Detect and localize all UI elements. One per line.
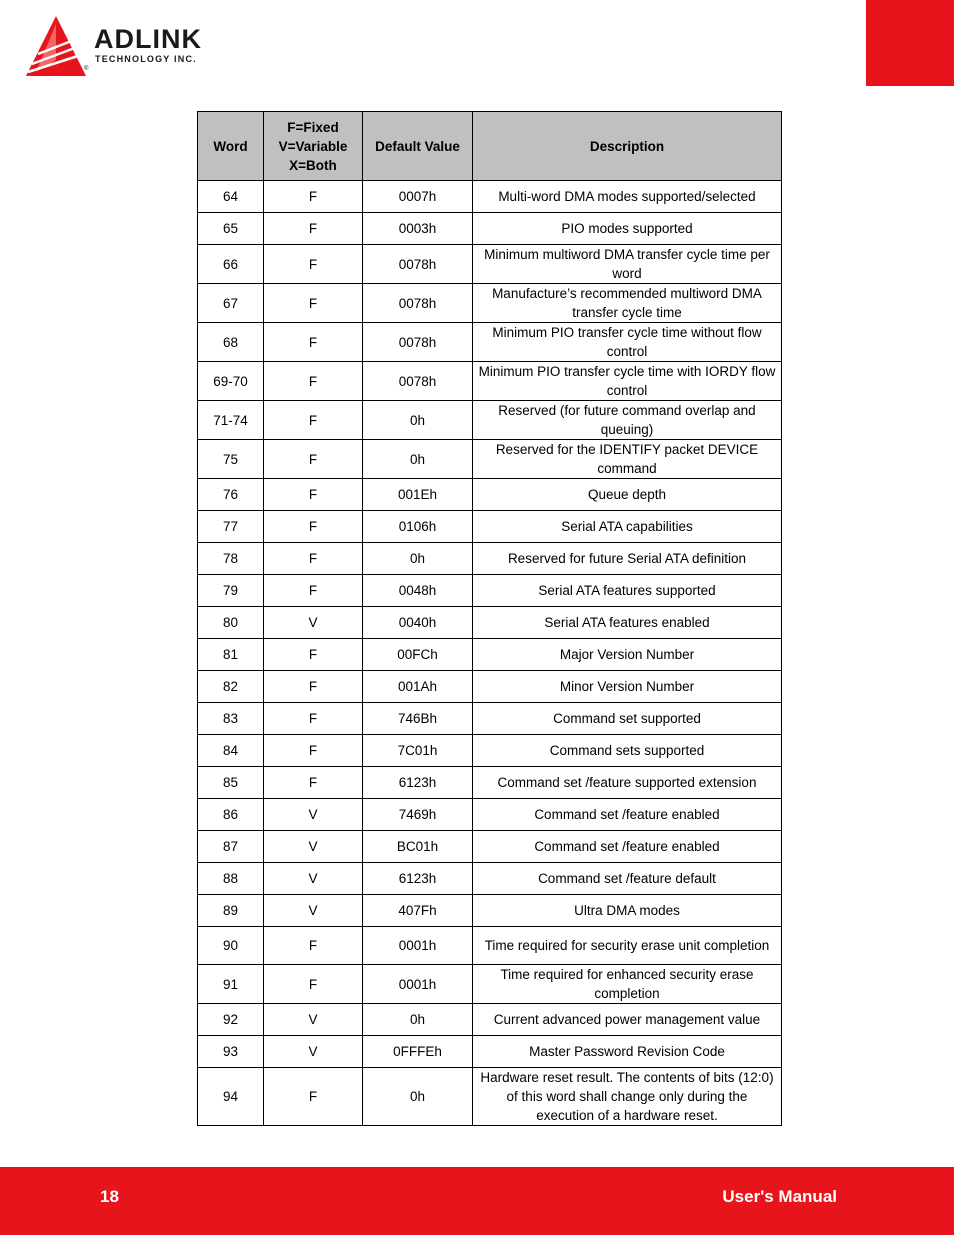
- cell-description: Time required for security erase unit completion: [473, 927, 782, 965]
- cell-description: Major Version Number: [473, 639, 782, 671]
- table-row: [198, 401, 782, 440]
- cell-default: 0040h: [363, 607, 473, 639]
- cell-default: BC01h: [363, 831, 473, 863]
- corner-tab: [866, 0, 954, 86]
- table-row: [198, 440, 782, 479]
- cell-type: F: [264, 440, 363, 479]
- cell-description: Command sets supported: [473, 735, 782, 767]
- cell-description: Reserved for future Serial ATA definition: [473, 543, 782, 575]
- identify-device-table: [197, 111, 782, 1126]
- cell-type: F: [264, 927, 363, 965]
- cell-default: 0007h: [363, 181, 473, 213]
- table-row: [198, 284, 782, 323]
- cell-description: Queue depth: [473, 479, 782, 511]
- cell-default: 0001h: [363, 927, 473, 965]
- cell-description: Command set /feature enabled: [473, 799, 782, 831]
- cell-description: Reserved for the IDENTIFY packet DEVICE command: [473, 440, 782, 479]
- cell-word: 78: [198, 543, 264, 575]
- table-row: [198, 575, 782, 607]
- cell-word: 92: [198, 1004, 264, 1036]
- cell-word: 84: [198, 735, 264, 767]
- cell-word: 64: [198, 181, 264, 213]
- cell-word: 65: [198, 213, 264, 245]
- cell-type: V: [264, 831, 363, 863]
- cell-description: Minimum PIO transfer cycle time without flow control: [473, 323, 782, 362]
- cell-type: F: [264, 767, 363, 799]
- cell-description: Reserved (for future command overlap and queuing): [473, 401, 782, 440]
- adlink-logo: [24, 14, 234, 80]
- page-number: 18: [100, 1187, 119, 1206]
- table-row: [198, 965, 782, 1004]
- table-row: [198, 607, 782, 639]
- cell-default: 746Bh: [363, 703, 473, 735]
- cell-default: 0001h: [363, 965, 473, 1004]
- cell-word: 75: [198, 440, 264, 479]
- cell-word: 91: [198, 965, 264, 1004]
- cell-description: Time required for enhanced security erase completion: [473, 965, 782, 1004]
- cell-word: 80: [198, 607, 264, 639]
- cell-default: 001Eh: [363, 479, 473, 511]
- table-row: [198, 323, 782, 362]
- cell-description: Master Password Revision Code: [473, 1036, 782, 1068]
- table-row: [198, 863, 782, 895]
- cell-default: 0003h: [363, 213, 473, 245]
- cell-type: V: [264, 863, 363, 895]
- cell-description: Serial ATA features enabled: [473, 607, 782, 639]
- cell-type: F: [264, 965, 363, 1004]
- header-type: [264, 112, 363, 181]
- cell-description: PIO modes supported: [473, 213, 782, 245]
- cell-description: Current advanced power management value: [473, 1004, 782, 1036]
- cell-word: 67: [198, 284, 264, 323]
- cell-word: 79: [198, 575, 264, 607]
- cell-word: 66: [198, 245, 264, 284]
- table-row: [198, 1068, 782, 1126]
- cell-type: F: [264, 511, 363, 543]
- cell-type: V: [264, 895, 363, 927]
- cell-word: 69-70: [198, 362, 264, 401]
- table-row: [198, 671, 782, 703]
- table-row: [198, 703, 782, 735]
- cell-word: 93: [198, 1036, 264, 1068]
- cell-word: 86: [198, 799, 264, 831]
- cell-word: 81: [198, 639, 264, 671]
- header-type-fixed: F=Fixed: [287, 119, 339, 135]
- cell-default: 0h: [363, 543, 473, 575]
- cell-word: 89: [198, 895, 264, 927]
- cell-description: Command set /feature supported extension: [473, 767, 782, 799]
- cell-description: Minor Version Number: [473, 671, 782, 703]
- cell-type: F: [264, 181, 363, 213]
- cell-default: 7C01h: [363, 735, 473, 767]
- cell-description: Multi-word DMA modes supported/selected: [473, 181, 782, 213]
- table-row: [198, 479, 782, 511]
- header-default-value: Default Value: [363, 112, 473, 181]
- cell-default: 7469h: [363, 799, 473, 831]
- cell-word: 94: [198, 1068, 264, 1126]
- cell-type: F: [264, 639, 363, 671]
- cell-description: Hardware reset result. The contents of bits (12:0) of this word shall change only during the execution of a hardware reset.: [473, 1068, 782, 1126]
- cell-default: 0078h: [363, 284, 473, 323]
- table-row: [198, 735, 782, 767]
- cell-description: Ultra DMA modes: [473, 895, 782, 927]
- table-body: [198, 181, 782, 1126]
- cell-default: 0078h: [363, 323, 473, 362]
- table-row: [198, 895, 782, 927]
- cell-type: V: [264, 1036, 363, 1068]
- cell-default: 0048h: [363, 575, 473, 607]
- header-type-both: X=Both: [289, 157, 337, 173]
- table-row: [198, 511, 782, 543]
- cell-word: 71-74: [198, 401, 264, 440]
- cell-default: 0078h: [363, 362, 473, 401]
- cell-type: V: [264, 1004, 363, 1036]
- cell-default: 6123h: [363, 767, 473, 799]
- cell-type: F: [264, 362, 363, 401]
- cell-type: F: [264, 703, 363, 735]
- cell-default: 001Ah: [363, 671, 473, 703]
- cell-type: F: [264, 575, 363, 607]
- table-row: [198, 543, 782, 575]
- cell-type: F: [264, 213, 363, 245]
- header-type-variable: V=Variable: [278, 138, 348, 154]
- cell-description: Command set /feature enabled: [473, 831, 782, 863]
- footer-bar: [0, 1167, 954, 1235]
- cell-word: 82: [198, 671, 264, 703]
- cell-word: 83: [198, 703, 264, 735]
- header-word: Word: [198, 112, 264, 181]
- cell-description: Command set supported: [473, 703, 782, 735]
- cell-description: Manufacture’s recommended multiword DMA transfer cycle time: [473, 284, 782, 323]
- manual-label: User's Manual: [722, 1187, 837, 1206]
- cell-type: V: [264, 799, 363, 831]
- cell-type: F: [264, 323, 363, 362]
- table-header-row: [198, 112, 782, 181]
- logo-tagline: TECHNOLOGY INC.: [95, 54, 197, 64]
- table-row: [198, 362, 782, 401]
- cell-word: 88: [198, 863, 264, 895]
- table-row: [198, 799, 782, 831]
- cell-word: 90: [198, 927, 264, 965]
- header-description: Description: [473, 112, 782, 181]
- cell-word: 77: [198, 511, 264, 543]
- cell-default: 0h: [363, 401, 473, 440]
- cell-default: 00FCh: [363, 639, 473, 671]
- table-row: [198, 1036, 782, 1068]
- logo-wordmark: ADLINK: [94, 24, 202, 54]
- cell-default: 6123h: [363, 863, 473, 895]
- cell-description: Minimum multiword DMA transfer cycle time per word: [473, 245, 782, 284]
- table-row: [198, 767, 782, 799]
- cell-description: Minimum PIO transfer cycle time with IORDY flow control: [473, 362, 782, 401]
- table-row: [198, 213, 782, 245]
- cell-type: F: [264, 671, 363, 703]
- cell-description: Serial ATA features supported: [473, 575, 782, 607]
- registered-mark: ®: [84, 66, 89, 72]
- cell-type: F: [264, 284, 363, 323]
- cell-description: Command set /feature default: [473, 863, 782, 895]
- cell-default: 0078h: [363, 245, 473, 284]
- cell-default: 0h: [363, 1004, 473, 1036]
- table-row: [198, 927, 782, 965]
- table-row: [198, 245, 782, 284]
- logo-triangle-icon: [24, 14, 90, 80]
- cell-default: 407Fh: [363, 895, 473, 927]
- cell-description: Serial ATA capabilities: [473, 511, 782, 543]
- cell-default: 0h: [363, 1068, 473, 1126]
- cell-default: 0FFFEh: [363, 1036, 473, 1068]
- table-row: [198, 1004, 782, 1036]
- cell-default: 0h: [363, 440, 473, 479]
- cell-type: F: [264, 245, 363, 284]
- cell-type: V: [264, 607, 363, 639]
- cell-type: F: [264, 479, 363, 511]
- table-row: [198, 181, 782, 213]
- cell-default: 0106h: [363, 511, 473, 543]
- cell-word: 87: [198, 831, 264, 863]
- table-row: [198, 831, 782, 863]
- cell-type: F: [264, 735, 363, 767]
- cell-word: 68: [198, 323, 264, 362]
- cell-type: F: [264, 1068, 363, 1126]
- cell-type: F: [264, 543, 363, 575]
- cell-type: F: [264, 401, 363, 440]
- cell-word: 76: [198, 479, 264, 511]
- table-row: [198, 639, 782, 671]
- cell-word: 85: [198, 767, 264, 799]
